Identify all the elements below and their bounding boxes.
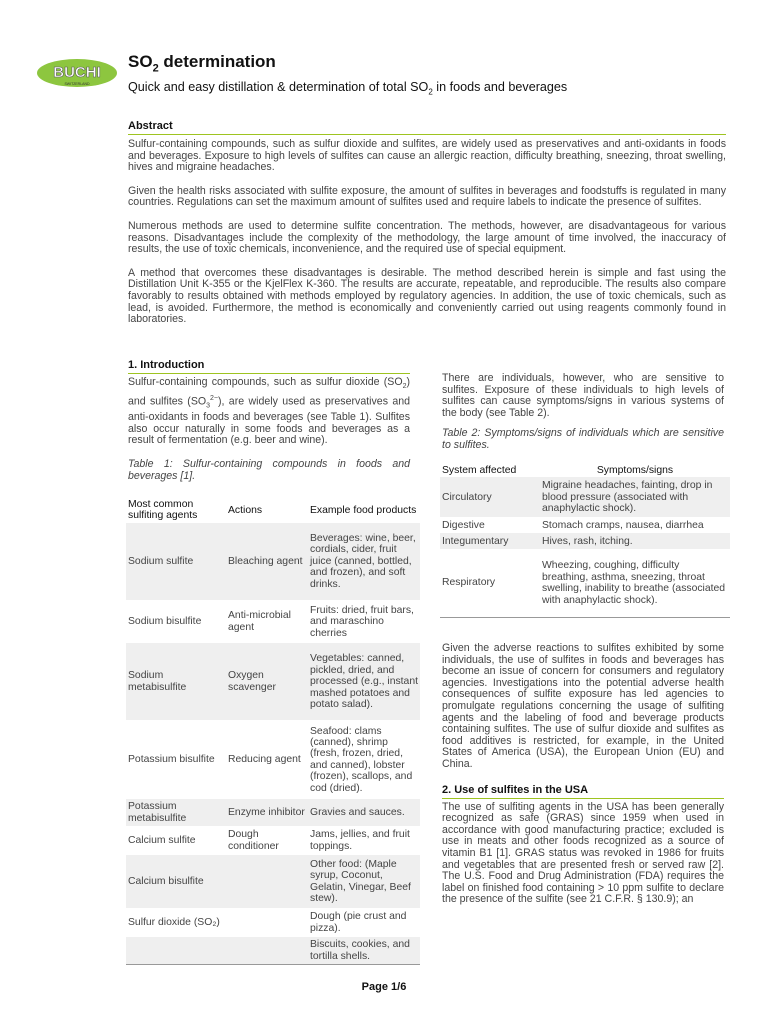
usa-section-paragraph: The use of sulfiting agents in the USA has been generally recognized as safe (GRAS) since 1959 when used in accordance with good manufacturing practice; excluded is use in meats and other foods recognized as a source of vitamin B1 [1]. GRAS status was revoked in 1986 for fruits and vegetables that are presented fresh or served raw [2]. The U.S. Food and Drug Administration (FDA) requires the label on finished food containing > 10 ppm sulfite to declare the presence of the sulfite (see 21 C.F.R. § 130.9); an bbox=[442, 800, 724, 906]
table-row bbox=[126, 909, 420, 937]
abstract-heading: Abstract bbox=[128, 120, 726, 135]
table-cell: Gravies and sauces. bbox=[308, 799, 420, 827]
logo-text: BUCHI bbox=[53, 64, 101, 81]
adverse-reactions-paragraph: Given the adverse reactions to sulfites exhibited by some individuals, the use of sulfites in foods and beverages has become an issue of concern for consumers and regulatory agencies. Investigations into the potential adverse health consequences of sulfite exposure has led agencies to promulgate regulations concerning the usage of sulfiting agents and the labeling of food and beverage products containing sulfites. The use of sulfur dioxide and sulfites as food additives is restricted, for example, in the United States of America (USA), the European Union (EU) and China. bbox=[442, 642, 724, 770]
table-header: Most common sulfiting agents bbox=[128, 499, 198, 522]
table-cell: Calcium sulfite bbox=[126, 827, 226, 855]
table-cell: Wheezing, coughing, difficulty breathing, asthma, sneezing, throat swelling, inability to breathe (associated with anaphylactic shock). bbox=[540, 549, 730, 617]
table2 bbox=[440, 464, 730, 618]
table-cell: Vegetables: canned, pickled, dried, and processed (e.g., instant mashed potatoes and potato salad). bbox=[308, 643, 420, 721]
right-column-top bbox=[442, 373, 724, 452]
table-row bbox=[440, 517, 730, 533]
usa-section-heading: 2. Use of sulfites in the USA bbox=[442, 784, 724, 799]
abstract-section bbox=[128, 120, 726, 326]
abstract-paragraph-2: Given the health risks associated with sulfite exposure, the amount of sulfites in beverages and foodstuffs is regulated in many countries. Regulations can set the maximum amount of sulfites used and require labels to indicate the presence of sulfites. bbox=[128, 184, 726, 209]
table-cell: Circulatory bbox=[440, 477, 540, 517]
table-row bbox=[126, 601, 420, 643]
table-cell: Jams, jellies, and fruit toppings. bbox=[308, 827, 420, 855]
table-cell: Stomach cramps, nausea, diarrhea bbox=[542, 519, 704, 531]
table-header: System affected bbox=[442, 465, 517, 476]
table-cell: Fruits: dried, fruit bars, and maraschino cherries bbox=[308, 601, 420, 643]
buchi-logo bbox=[36, 58, 118, 88]
introduction-section bbox=[128, 359, 410, 482]
right-column-bottom bbox=[442, 643, 724, 906]
table-row bbox=[126, 937, 420, 965]
table-cell: Calcium bisulfite bbox=[126, 855, 226, 909]
table-row bbox=[126, 827, 420, 855]
logo-subtext: SWITZERLAND bbox=[64, 82, 90, 86]
abstract-paragraph-4: A method that overcomes these disadvantages is desirable. The method described herein is simple and fast using the Distillation Unit K-355 or the KjelFlex K-360. The results are accurate, repeatable, and reproducible. The results also compare favorably to results obtained with methods employed by regulatory agencies. In addition, the use of toxic chemicals, such as lead, is avoided. Furthermore, the method is economically and conveniently carried out using reagents commonly found in laboratories. bbox=[128, 266, 726, 326]
table-cell: Oxygen scavenger bbox=[226, 643, 308, 721]
table2-header-row bbox=[440, 464, 730, 477]
table-cell: Potassium metabisulfite bbox=[126, 799, 226, 827]
table-cell: Other food: (Maple syrup, Coconut, Gelatin, Vinegar, Beef stew). bbox=[308, 855, 420, 909]
table1 bbox=[126, 498, 420, 965]
table-cell: Dough (pie crust and pizza). bbox=[308, 909, 420, 937]
table-cell: Beverages: wine, beer, cordials, cider, fruit juice (canned, bottled, and frozen), and soft drinks. bbox=[308, 523, 420, 601]
page-subtitle: Quick and easy distillation & determination of total $SO_2$ in foods and beverages bbox=[128, 80, 568, 97]
table-cell bbox=[226, 937, 308, 965]
table-cell: Bleaching agent bbox=[226, 523, 308, 601]
table-row bbox=[440, 549, 730, 617]
table-cell bbox=[226, 855, 308, 909]
table-cell: Hives, rash, itching. bbox=[540, 533, 730, 549]
table-row bbox=[126, 721, 420, 799]
table-cell: Respiratory bbox=[440, 549, 540, 617]
page-title: $SO_2$ determination bbox=[128, 52, 276, 75]
table1-caption: Table 1: Sulfur-containing compounds in foods and beverages [1]. bbox=[128, 457, 410, 482]
abstract-paragraph-1: Sulfur-containing compounds, such as sulfur dioxide and sulfites, are widely used as preservatives and anti-oxidants in foods and beverages. Exposure to high levels of sulfites can cause an allergic reaction, difficulty breathing, sneezing, throat swelling, hives and migraine headaches. bbox=[128, 138, 726, 174]
table-cell: Potassium bisulfite bbox=[126, 721, 226, 799]
table-row bbox=[126, 643, 420, 721]
table1-header-row bbox=[126, 498, 420, 523]
table-cell: Integumentary bbox=[440, 533, 540, 549]
table-row bbox=[126, 855, 420, 909]
table-cell: Sodium sulfite bbox=[126, 523, 226, 601]
sensitivity-paragraph: There are individuals, however, who are sensitive to sulfites. Exposure of these individuals to high levels of sulfites can cause symptoms/signs in various systems of the body (see Table 2). bbox=[442, 372, 724, 419]
table-header: Actions bbox=[228, 504, 263, 516]
table2-caption: Table 2: Symptoms/signs of individuals which are sensitive to sulfites. bbox=[442, 427, 724, 452]
table-cell: Enzyme inhibitor bbox=[226, 799, 308, 827]
table-cell: Sodium bisulfite bbox=[126, 601, 226, 643]
table-cell bbox=[226, 909, 308, 937]
abstract-paragraph-3: Numerous methods are used to determine sulfite concentration. The methods, however, are disadvantageous for various reasons. Disadvantages include the complexity of the methodology, the large amount of time involved, the inaccuracy of results, the use of toxic chemicals, inconvenience, and the required use of special equipment. bbox=[128, 219, 726, 256]
table-row bbox=[440, 477, 730, 517]
table-cell: Digestive bbox=[442, 519, 485, 531]
table-cell: Dough conditioner bbox=[226, 827, 308, 855]
table-cell: Reducing agent bbox=[226, 721, 308, 799]
introduction-paragraph: Sulfur-containing compounds, such as sulfur dioxide $(SO_2)$ and sulfites $(SO_3^{2-})$, are widely used as preservatives and anti-oxidants in foods and beverages (see Table 1). Sulfites also occur naturally in some foods and beverages as a result of fermentation (e.g. beer and wine). bbox=[128, 376, 410, 447]
table-cell: Anti-microbial agent bbox=[226, 601, 308, 643]
table-cell bbox=[126, 937, 226, 965]
table-row bbox=[126, 799, 420, 827]
page-number: Page 1/6 bbox=[361, 981, 407, 993]
table-header: Symptoms/signs bbox=[596, 465, 674, 476]
table-header: Example food products bbox=[310, 504, 417, 516]
introduction-heading: 1. Introduction bbox=[128, 359, 410, 374]
table-cell: Seafood: clams (canned), shrimp (fresh, frozen, dried, and canned), lobster (frozen), scallops, and cod (dried). bbox=[308, 721, 420, 799]
table-row bbox=[126, 523, 420, 601]
table-cell: Migraine headaches, fainting, drop in blood pressure (associated with anaphylactic shock). bbox=[540, 477, 730, 517]
table-row bbox=[440, 533, 730, 549]
table-cell: Biscuits, cookies, and tortilla shells. bbox=[308, 937, 420, 965]
table-cell: Sulfur dioxide (SO₂) bbox=[126, 909, 226, 937]
table-cell: Sodium metabisulfite bbox=[126, 643, 226, 721]
